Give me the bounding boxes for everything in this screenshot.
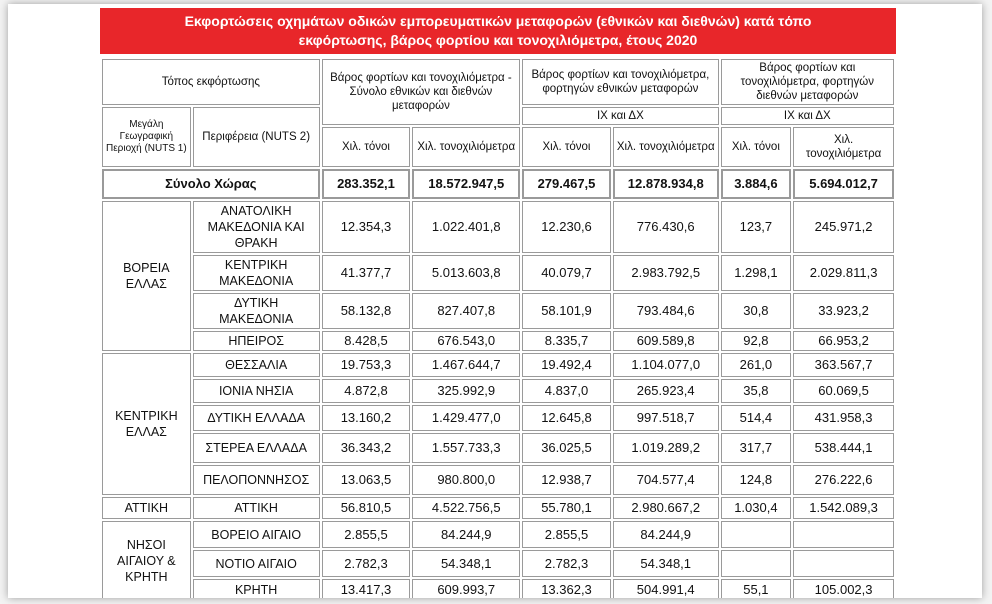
region-cell: ΚΕΝΤΡΙΚΗ ΜΑΚΕΔΟΝΙΑ [193, 255, 320, 291]
value-cell: 54.348,1 [412, 550, 520, 577]
table-row [102, 433, 894, 463]
table-row [102, 550, 894, 577]
value-cell: 793.484,6 [613, 293, 719, 329]
region-cell: ΘΕΣΣΑΛΙΑ [193, 353, 320, 377]
value-cell: 40.079,7 [522, 255, 611, 291]
value-cell: 2.855,5 [522, 521, 611, 548]
region-cell: ΙΟΝΙΑ ΝΗΣΙΑ [193, 379, 320, 403]
table-row [102, 255, 894, 291]
value-cell: 58.101,9 [522, 293, 611, 329]
header-tons-national: Χιλ. τόνοι [522, 127, 611, 167]
value-cell: 317,7 [721, 433, 792, 463]
region-cell: ΚΡΗΤΗ [193, 579, 320, 598]
document-frame [8, 4, 982, 598]
total-value: 3.884,6 [721, 169, 792, 199]
value-cell: 704.577,4 [613, 465, 719, 495]
value-cell: 8.335,7 [522, 331, 611, 351]
value-cell: 609.589,8 [613, 331, 719, 351]
value-cell: 55.780,1 [522, 497, 611, 519]
value-cell: 124,8 [721, 465, 792, 495]
region-cell: ΔΥΤΙΚΗ ΕΛΛΑΔΑ [193, 405, 320, 431]
table-row [102, 497, 894, 519]
total-value: 18.572.947,5 [412, 169, 520, 199]
value-cell: 776.430,6 [613, 201, 719, 253]
table-row [102, 379, 894, 403]
value-cell: 1.467.644,7 [412, 353, 520, 377]
statistics-table [100, 57, 896, 598]
value-cell: 261,0 [721, 353, 792, 377]
value-cell: 13.063,5 [322, 465, 411, 495]
header-tonkm-total: Χιλ. τονοχιλιόμετρα [412, 127, 520, 167]
header-ixdx-international: ΙΧ και ΔΧ [721, 107, 894, 125]
value-cell: 4.522.756,5 [412, 497, 520, 519]
region-cell: ΣΤΕΡΕΑ ΕΛΛΑΔΑ [193, 433, 320, 463]
value-cell: 1.019.289,2 [613, 433, 719, 463]
value-cell: 2.855,5 [322, 521, 411, 548]
value-cell: 245.971,2 [793, 201, 894, 253]
value-cell: 12.938,7 [522, 465, 611, 495]
table-title [100, 8, 896, 54]
value-cell: 54.348,1 [613, 550, 719, 577]
value-cell: 8.428,5 [322, 331, 411, 351]
value-cell: 2.029.811,3 [793, 255, 894, 291]
value-cell: 19.492,4 [522, 353, 611, 377]
value-cell: 2.980.667,2 [613, 497, 719, 519]
value-cell: 41.377,7 [322, 255, 411, 291]
value-cell: 514,4 [721, 405, 792, 431]
value-cell: 84.244,9 [412, 521, 520, 548]
table-row [102, 405, 894, 431]
value-cell: 2.782,3 [522, 550, 611, 577]
value-cell: 105.002,3 [793, 579, 894, 598]
value-cell: 13.417,3 [322, 579, 411, 598]
value-cell [721, 550, 792, 577]
value-cell: 827.407,8 [412, 293, 520, 329]
total-label: Σύνολο Χώρας [102, 169, 320, 199]
table-row [102, 353, 894, 377]
value-cell: 12.645,8 [522, 405, 611, 431]
title-line-1: Εκφορτώσεις οχημάτων οδικών εμπορευματικών μεταφορών (εθνικών και διεθνών) κατά τόπο [184, 13, 812, 29]
value-cell: 123,7 [721, 201, 792, 253]
value-cell: 35,8 [721, 379, 792, 403]
table-row [102, 293, 894, 329]
geographic-area-cell: ΝΗΣΟΙ ΑΙΓΑΙΟΥ & ΚΡΗΤΗ [102, 521, 191, 598]
header-tonkm-national: Χιλ. τονοχιλιόμετρα [613, 127, 719, 167]
value-cell: 4.872,8 [322, 379, 411, 403]
value-cell: 4.837,0 [522, 379, 611, 403]
total-value: 279.467,5 [522, 169, 611, 199]
region-cell: ΑΤΤΙΚΗ [193, 497, 320, 519]
value-cell [721, 521, 792, 548]
value-cell [793, 550, 894, 577]
value-cell: 1.542.089,3 [793, 497, 894, 519]
value-cell: 325.992,9 [412, 379, 520, 403]
header-group-national: Βάρος φορτίων και τονοχιλιόμετρα, φορτηγών εθνικών μεταφορών [522, 59, 718, 105]
value-cell: 13.362,3 [522, 579, 611, 598]
region-cell: ΒΟΡΕΙΟ ΑΙΓΑΙΟ [193, 521, 320, 548]
region-cell: ΗΠΕΙΡΟΣ [193, 331, 320, 351]
value-cell: 12.230,6 [522, 201, 611, 253]
value-cell: 1.022.401,8 [412, 201, 520, 253]
value-cell: 363.567,7 [793, 353, 894, 377]
region-cell: ΑΝΑΤΟΛΙΚΗ ΜΑΚΕΔΟΝΙΑ ΚΑΙ ΘΡΑΚΗ [193, 201, 320, 253]
value-cell: 92,8 [721, 331, 792, 351]
value-cell: 1.429.477,0 [412, 405, 520, 431]
value-cell: 676.543,0 [412, 331, 520, 351]
value-cell: 538.444,1 [793, 433, 894, 463]
table-row [102, 201, 894, 253]
header-tons-international: Χιλ. τόνοι [721, 127, 792, 167]
value-cell: 66.953,2 [793, 331, 894, 351]
total-value: 12.878.934,8 [613, 169, 719, 199]
value-cell: 13.160,2 [322, 405, 411, 431]
value-cell: 84.244,9 [613, 521, 719, 548]
table-row [102, 465, 894, 495]
header-place: Τόπος εκφόρτωσης [102, 59, 320, 105]
header-region: Περιφέρεια (NUTS 2) [193, 107, 320, 167]
total-value: 283.352,1 [322, 169, 411, 199]
header-big-region: Μεγάλη Γεωγραφική Περιοχή (NUTS 1) [102, 107, 191, 167]
total-row [102, 169, 894, 199]
value-cell: 276.222,6 [793, 465, 894, 495]
region-cell: ΔΥΤΙΚΗ ΜΑΚΕΔΟΝΙΑ [193, 293, 320, 329]
value-cell: 56.810,5 [322, 497, 411, 519]
value-cell: 19.753,3 [322, 353, 411, 377]
value-cell: 980.800,0 [412, 465, 520, 495]
region-cell: ΠΕΛΟΠΟΝΝΗΣΟΣ [193, 465, 320, 495]
value-cell: 609.993,7 [412, 579, 520, 598]
value-cell: 2.983.792,5 [613, 255, 719, 291]
geographic-area-cell: ΒΟΡΕΙΑ ΕΛΛΑΣ [102, 201, 191, 351]
table-row [102, 521, 894, 548]
value-cell: 504.991,4 [613, 579, 719, 598]
header-ixdx-national: ΙΧ και ΔΧ [522, 107, 718, 125]
header-tonkm-international: Χιλ. τονοχιλιόμετρα [793, 127, 894, 167]
value-cell: 36.343,2 [322, 433, 411, 463]
total-value: 5.694.012,7 [793, 169, 894, 199]
value-cell: 60.069,5 [793, 379, 894, 403]
region-cell: ΝΟΤΙΟ ΑΙΓΑΙΟ [193, 550, 320, 577]
value-cell: 1.298,1 [721, 255, 792, 291]
value-cell: 997.518,7 [613, 405, 719, 431]
value-cell: 265.923,4 [613, 379, 719, 403]
geographic-area-cell: ΚΕΝΤΡΙΚΗ ΕΛΛΑΣ [102, 353, 191, 495]
header-group-international: Βάρος φορτίων και τονοχιλιόμετρα, φορτηγών διεθνών μεταφορών [721, 59, 894, 105]
header-group-total: Βάρος φορτίων και τονοχιλιόμετρα - Σύνολο εθνικών και διεθνών μεταφορών [322, 59, 521, 125]
value-cell: 1.557.733,3 [412, 433, 520, 463]
value-cell: 36.025,5 [522, 433, 611, 463]
geographic-area-cell: ΑΤΤΙΚΗ [102, 497, 191, 519]
value-cell: 2.782,3 [322, 550, 411, 577]
value-cell: 55,1 [721, 579, 792, 598]
header-tons-total: Χιλ. τόνοι [322, 127, 411, 167]
value-cell: 33.923,2 [793, 293, 894, 329]
value-cell: 30,8 [721, 293, 792, 329]
value-cell: 5.013.603,8 [412, 255, 520, 291]
value-cell: 1.104.077,0 [613, 353, 719, 377]
header-row-1 [102, 59, 894, 105]
value-cell [793, 521, 894, 548]
table-row [102, 331, 894, 351]
value-cell: 1.030,4 [721, 497, 792, 519]
value-cell: 58.132,8 [322, 293, 411, 329]
table-row [102, 579, 894, 598]
value-cell: 12.354,3 [322, 201, 411, 253]
title-line-2: εκφόρτωσης, βάρος φορτίου και τονοχιλιόμετρα, έτους 2020 [298, 32, 698, 48]
value-cell: 431.958,3 [793, 405, 894, 431]
